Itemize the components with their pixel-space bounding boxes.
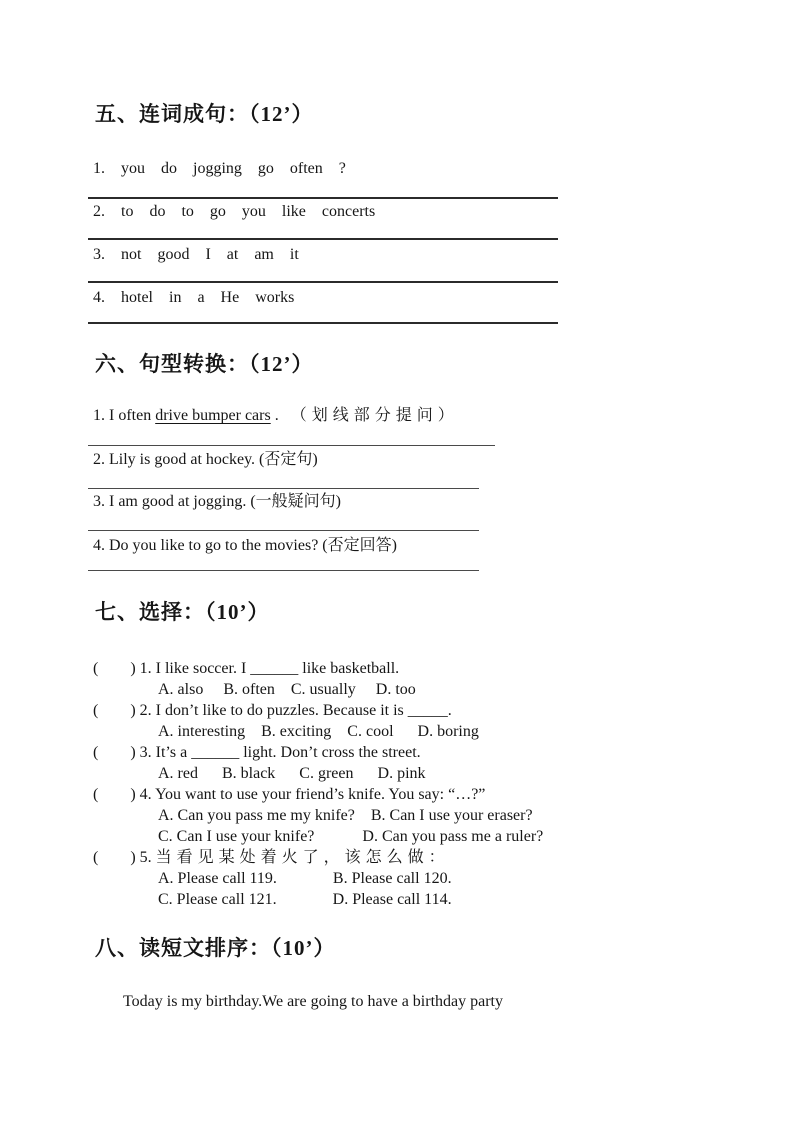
s6-answer-line-4 [88, 570, 479, 571]
s5-heading: 五、连词成句：（12’） [95, 102, 314, 126]
s5-answer-line-3 [88, 281, 558, 283]
s6-item-3: 3. I am good at jogging. (一般疑问句) [93, 493, 341, 510]
s5-answer-line-1 [88, 197, 558, 199]
s7-choices-1: A. also B. often C. usually D. too [158, 681, 416, 698]
s7-question-5 [93, 847, 450, 868]
s8-paragraph: Today is my birthday.We are going to have a birthday party [123, 993, 503, 1010]
underlined-phrase: drive bumper cars [155, 407, 271, 424]
s7-choices-4a: A. Can you pass me my knife? B. Can I use your eraser? [158, 807, 533, 824]
s7-heading: 七、选择：（10’） [95, 600, 270, 624]
s8-heading: 八、读短文排序：（10’） [95, 936, 336, 960]
s6-answer-line-2 [88, 488, 479, 489]
s7-question5-text: 当看见某处着火了，该怎么做： [155, 849, 450, 866]
s5-item-4: 4. hotel in a He works [93, 289, 295, 306]
s7-question-4: ( ) 4. You want to use your friend’s knife. You say: “…?” [93, 786, 486, 803]
s6-item-1 [93, 405, 459, 426]
s6-answer-line-1 [88, 445, 495, 446]
s6-item-2: 2. Lily is good at hockey. (否定句) [93, 451, 318, 468]
s7-question5-prefix: ( ) 5. [93, 849, 156, 866]
s7-choices-5b: C. Please call 121. D. Please call 114. [158, 891, 452, 908]
s7-choices-3: A. red B. black C. green D. pink [158, 765, 426, 782]
s6-answer-line-3 [88, 530, 479, 531]
s6-item1-suffix: . [270, 407, 291, 424]
s7-question-3: ( ) 3. It’s a ______ light. Don’t cross the street. [93, 744, 421, 761]
s5-answer-line-2 [88, 238, 558, 240]
s7-question-2: ( ) 2. I don’t like to do puzzles. Because it is _____. [93, 702, 452, 719]
s6-item1-note: （划线部分提问） [290, 407, 459, 424]
s5-item-2: 2. to do to go you like concerts [93, 203, 376, 220]
s5-item-3: 3. not good I at am it [93, 246, 299, 263]
s6-heading: 六、句型转换：（12’） [95, 352, 314, 376]
s6-item1-prefix: 1. I often [93, 407, 156, 424]
s7-choices-2: A. interesting B. exciting C. cool D. boring [158, 723, 479, 740]
s7-question-1: ( ) 1. I like soccer. I ______ like basketball. [93, 660, 400, 677]
s5-item-1: 1. you do jogging go often ? [93, 160, 346, 177]
s7-choices-4b: C. Can I use your knife? D. Can you pass me a ruler? [158, 828, 544, 845]
s7-choices-5a: A. Please call 119. B. Please call 120. [158, 870, 452, 887]
s5-answer-line-4 [88, 322, 558, 324]
s6-item-4: 4. Do you like to go to the movies? (否定回答) [93, 537, 397, 554]
